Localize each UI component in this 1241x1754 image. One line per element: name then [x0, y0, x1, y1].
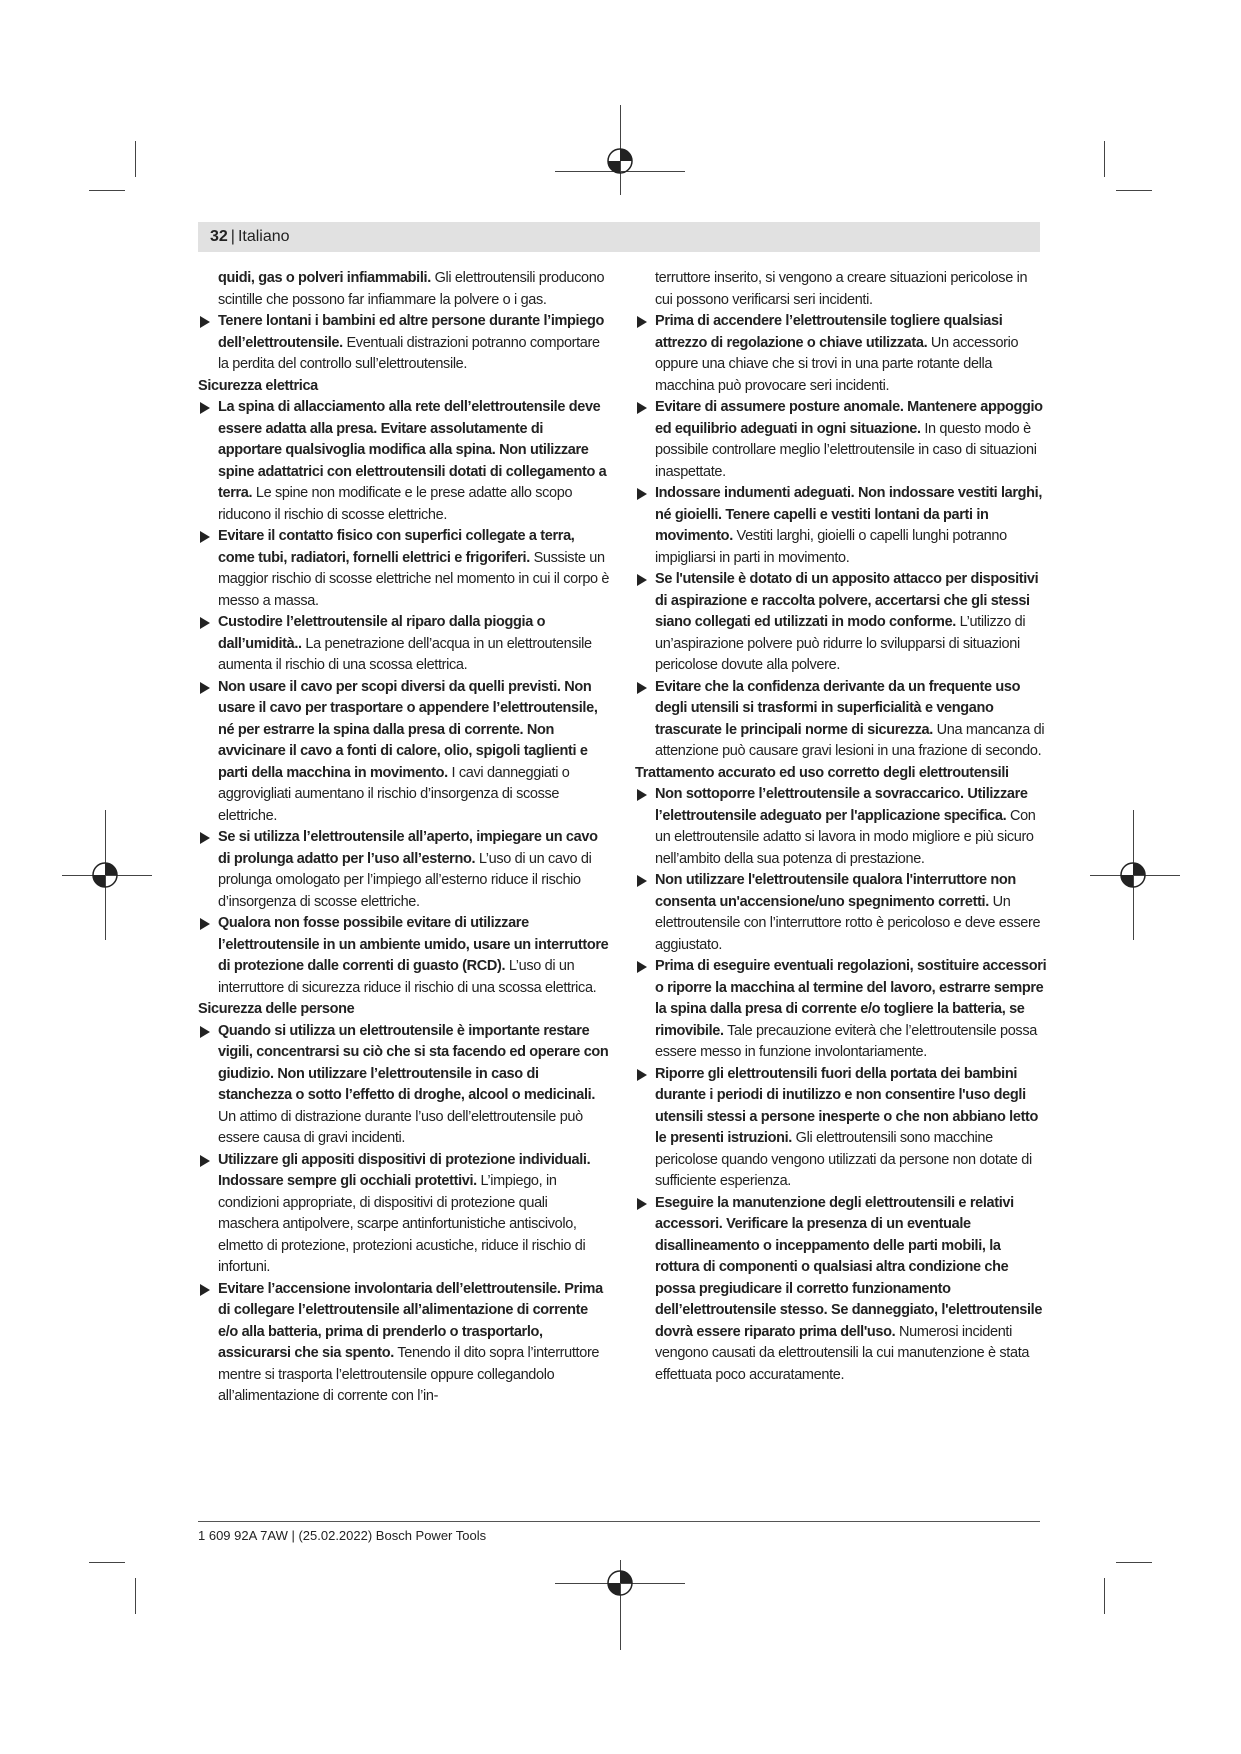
item-bold: La spina di allacciamento alla rete dell’elettroutensile deve essere adatta alla presa. Evitare assolutamente di apportare qualsivoglia modifica alla spina. Non utilizzare spine adattatrici con elettroutensili dotati di collegamento a terra. [218, 399, 607, 501]
bullet-triangle-icon [637, 402, 647, 414]
list-item [635, 870, 1047, 956]
bullet-triangle-icon [637, 574, 647, 586]
header-separator: | [230, 228, 235, 245]
bullet-triangle-icon [637, 1069, 647, 1081]
item-text: Le spine non modificate e le prese adatte allo scopo riducono il rischio di scosse elettriche. [218, 485, 573, 523]
item-text: L’uso di un cavo di prolunga omologato per l’impiego all’esterno riduce il rischio d’insorgenza di scosse elettriche. [218, 850, 592, 910]
list-item [635, 569, 1047, 677]
bullet-triangle-icon [200, 402, 210, 414]
crop-mark-br-h [1116, 1562, 1152, 1563]
registration-mark-bottom-icon [606, 1569, 634, 1597]
item-text: La penetrazione dell’acqua in un elettroutensile aumenta il rischio di una scossa elettrica. [218, 635, 592, 673]
intro-paragraph [198, 268, 610, 311]
item-text: In questo modo è possibile controllare meglio l’elettroutensile in caso di situazioni inaspettate. [655, 420, 1037, 480]
item-bold: Riporre gli elettroutensili fuori della portata dei bambini durante i periodi di inutilizzo e non consentire l'uso degli utensili stessi a persone inesperte o che non abbiano letto le presenti istruzioni. [655, 1065, 1039, 1146]
item-bold: Utilizzare gli appositi dispositivi di protezione individuali. Indossare sempre gli occhiali protettivi. [218, 1151, 591, 1189]
list-item [198, 827, 610, 913]
list-item [635, 677, 1047, 763]
left-column [198, 268, 610, 1408]
item-text: I cavi danneggiati o aggrovigliati aumentano il rischio d’insorgenza di scosse elettriche. [218, 764, 570, 824]
list-item [198, 1150, 610, 1279]
registration-mark-right-icon [1119, 861, 1147, 889]
item-text: Sussiste un maggior rischio di scosse elettriche nel momento in cui il corpo è messo a massa. [218, 549, 610, 609]
list-item [198, 612, 610, 677]
list-item [198, 526, 610, 612]
item-bold: Evitare il contatto fisico con superfici collegate a terra, come tubi, radiatori, fornelli elettrici e frigoriferi. [218, 528, 575, 566]
item-bold: Prima di eseguire eventuali regolazioni, sostituire accessori o riporre la macchina al termine del lavoro, estrarre sempre la spina dalla presa di corrente e/o togliere la batteria, se rimovibile. [655, 958, 1047, 1039]
registration-mark-left-icon [91, 861, 119, 889]
bullet-triangle-icon [200, 832, 210, 844]
crop-mark-tl-v [135, 141, 136, 177]
list-item [635, 311, 1047, 397]
bullet-triangle-icon [637, 682, 647, 694]
page-footer: 1 609 92A 7AW | (25.02.2022) Bosch Power Tools [198, 1528, 487, 1543]
section-heading-persons: Sicurezza delle persone [198, 1001, 355, 1017]
bullet-triangle-icon [200, 1026, 210, 1038]
crop-mark-tr-h [1116, 190, 1152, 191]
item-text: Una mancanza di attenzione può causare gravi lesioni in una frazione di secondo. [655, 721, 1045, 759]
registration-mark-top-icon [606, 147, 634, 175]
footer-divider [198, 1521, 1040, 1522]
item-bold: Custodire l’elettroutensile al riparo dalla pioggia o dall’umidità.. [218, 614, 546, 652]
crop-mark-tl-h [89, 190, 125, 191]
list-item [635, 1193, 1047, 1387]
bullet-triangle-icon [637, 488, 647, 500]
list-item [635, 956, 1047, 1064]
bullet-triangle-icon [637, 789, 647, 801]
item-text: Un attimo di distrazione durante l’uso dell’elettroutensile può essere causa di gravi incidenti. [218, 1108, 583, 1146]
item-bold: Evitare l’accensione involontaria dell’elettroutensile. Prima di collegare l’elettroutensile all’alimentazione di corrente e/o alla batteria, prima di prenderlo o trasportarlo, assicurarsi che sia spento. [218, 1280, 603, 1361]
item-bold: Evitare di assumere posture anomale. Mantenere appoggio ed equilibrio adeguati in ogni situazione. [655, 399, 1043, 437]
crop-mark-br-v [1104, 1578, 1105, 1614]
item-text: Tale precauzione eviterà che l’elettroutensile possa essere messo in funzione involontariamente. [655, 1022, 1037, 1060]
continuation-paragraph: terruttore inserito, si vengono a creare situazioni pericolose in cui possono verificarsi seri incidenti. [655, 270, 1028, 308]
crop-mark-bl-v [135, 1578, 136, 1614]
bullet-triangle-icon [637, 316, 647, 328]
item-text: Un accessorio oppure una chiave che si trovi in una parte rotante della macchina può provocare seri incidenti. [655, 334, 1019, 394]
crop-mark-bl-h [89, 1562, 125, 1563]
list-item [635, 1064, 1047, 1193]
item-text: Un elettroutensile con l’interruttore rotto è pericoloso e deve essere aggiustato. [655, 893, 1041, 953]
bullet-triangle-icon [637, 875, 647, 887]
list-item [198, 677, 610, 828]
page-header [198, 222, 1040, 252]
item-bold: Non utilizzare l'elettroutensile qualora l'interruttore non consenta un'accensione/uno spegnimento corretti. [655, 872, 1016, 910]
item-text: Eventuali distrazioni potranno comportare la perdita del controllo sull’elettroutensile. [218, 334, 600, 372]
bullet-triangle-icon [200, 617, 210, 629]
item-bold: Non usare il cavo per scopi diversi da quelli previsti. Non usare il cavo per trasportare o appendere l’elettroutensile, né per estrarre la spina dalla presa di corrente. Non avvicinare il cavo a fonti di calore, olio, spigoli taglienti e parti della macchina in movimento. [218, 678, 598, 781]
bullet-triangle-icon [200, 682, 210, 694]
bullet-triangle-icon [200, 1155, 210, 1167]
page-number: 32 [210, 228, 228, 245]
item-text: Con un elettroutensile adatto si lavora in modo migliore e più sicuro nell’ambito della sua potenza di prestazione. [655, 807, 1036, 867]
intro-bold: quidi, gas o polveri infiammabili. [218, 270, 431, 286]
item-bold: Tenere lontani i bambini ed altre persone durante l’impiego dell’elettroutensile. [218, 313, 604, 351]
list-item [635, 397, 1047, 483]
section-heading-treatment: Trattamento accurato ed uso corretto degli elettroutensili [635, 764, 1009, 781]
item-text: L’utilizzo di un’aspirazione polvere può ridurre lo svilupparsi di situazioni pericolose dovute alla polvere. [655, 614, 1026, 673]
bullet-triangle-icon [200, 1284, 210, 1296]
list-item [198, 1021, 610, 1150]
item-text: Vestiti larghi, gioielli o capelli lunghi potranno impigliarsi in parti in movimento. [655, 528, 1007, 566]
crop-mark-tr-v [1104, 141, 1105, 177]
list-item [198, 397, 610, 526]
item-bold: Evitare che la confidenza derivante da un frequente uso degli utensili si trasformi in superficialità e vengano trascurate le principali norme di sicurezza. [655, 678, 1021, 738]
list-item [635, 483, 1047, 569]
item-bold: Eseguire la manutenzione degli elettroutensili e relativi accessori. Verificare la presenza di un eventuale disallineamento o inceppamento delle parti mobili, la rottura di componenti o qualsiasi altra condizione che possa pregiudicare il corretto funzionamento dell’elettroutensile stesso. Se danneggiato, l'elettroutensile dovrà essere riparato prima dell'uso. [655, 1194, 1043, 1340]
list-item [198, 913, 610, 999]
list-item [198, 311, 610, 376]
bullet-triangle-icon [200, 316, 210, 328]
item-text: Gli elettroutensili sono macchine pericolose quando vengono utilizzati da persone non dotate di sufficiente esperienza. [655, 1130, 1032, 1189]
bullet-triangle-icon [200, 531, 210, 543]
item-text: Numerosi incidenti vengono causati da elettroutensili la cui manutenzione è stata effettuata poco accuratamente. [655, 1323, 1030, 1383]
item-bold: Prima di accendere l’elettroutensile togliere qualsiasi attrezzo di regolazione o chiave utilizzata. [655, 313, 1003, 351]
item-text: L’uso di un interruttore di sicurezza riduce il rischio di una scossa elettrica. [218, 958, 597, 996]
item-bold: Se l'utensile è dotato di un apposito attacco per dispositivi di aspirazione e raccolta polvere, accertarsi che gli stessi siano collegati ed utilizzati in modo conforme. [655, 571, 1039, 630]
section-heading-electric: Sicurezza elettrica [198, 377, 318, 394]
header-language: Italiano [237, 228, 290, 245]
item-bold: Quando si utilizza un elettroutensile è importante restare vigili, concentrarsi su ciò che si sta facendo ed operare con giudizio. Non utilizzare l’elettroutensile in caso di stanchezza o sotto l’effetto di droghe, alcool o medicinali. [218, 1022, 609, 1103]
item-bold: Non sottoporre l’elettroutensile a sovraccarico. Utilizzare l’elettroutensile adeguato per l'applicazione specifica. [655, 786, 1028, 824]
item-bold: Se si utilizza l’elettroutensile all’aperto, impiegare un cavo di prolunga adatto per l’uso all’esterno. [218, 829, 598, 867]
bullet-triangle-icon [637, 961, 647, 973]
right-column [635, 268, 1047, 1386]
bullet-triangle-icon [637, 1198, 647, 1210]
item-text: Tenendo il dito sopra l’interruttore mentre si trasporta l’elettroutensile oppure collegandolo all’alimentazione di corrente con l’in- [218, 1345, 600, 1404]
bullet-triangle-icon [200, 918, 210, 930]
item-text: L’impiego, in condizioni appropriate, di dispositivi di protezione quali maschera antipolvere, scarpe antinfortunistiche antiscivolo, elmetto di protezione, protezioni acustiche, riduce il rischio di infortuni. [218, 1173, 586, 1275]
list-item [198, 1279, 610, 1408]
item-bold: Qualora non fosse possibile evitare di utilizzare l’elettroutensile in un ambiente umido, usare un interruttore di protezione dalle correnti di guasto (RCD). [218, 915, 609, 974]
intro-text: Gli elettroutensili producono scintille che possono far infiammare la polvere o i gas. [218, 270, 605, 308]
item-bold: Indossare indumenti adeguati. Non indossare vestiti larghi, né gioielli. Tenere capelli e vestiti lontani da parti in movimento. [655, 485, 1043, 544]
list-item [635, 784, 1047, 870]
